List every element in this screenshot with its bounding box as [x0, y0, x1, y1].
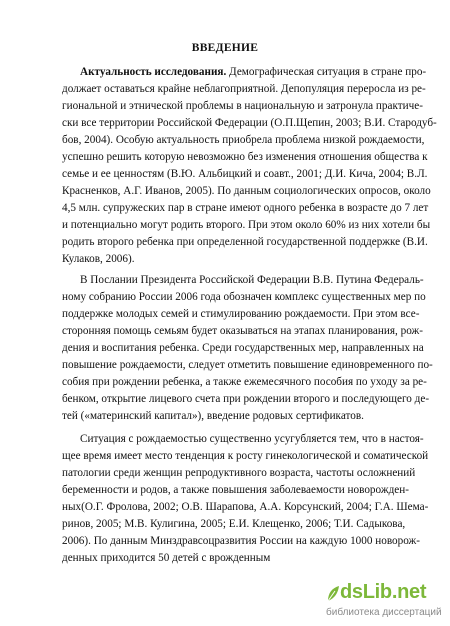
text-line: ному собранию России 2006 года обозначен комплекс существенных мер по: [62, 291, 426, 303]
watermark-subtitle: библиотека диссертаций: [326, 607, 442, 618]
watermark-logo: dsLib.net: [340, 581, 427, 603]
page-title: ВВЕДЕНИЕ: [191, 42, 259, 54]
text-line: беременности и родов, а также повышения заболеваемости новорожден-: [62, 484, 409, 496]
text-line: семье и ее ценностям (В.Ю. Альбицкий и соавт., 2001; Д.И. Кича, 2004; В.Л.: [62, 168, 428, 180]
text-line: и потенциально могут родить второго. При этом около 60% из них хотели бы: [62, 219, 431, 231]
text-line: 4,5 млн. супружеских пар в стране имеют одного ребенка в возрасте до 7 лет: [62, 202, 429, 214]
text-line: Актуальность исследования. Демографическая ситуация в стране про-: [80, 66, 427, 78]
text-line: 2006). По данным Минздравсоцразвития России на каждую 1000 новорож-: [62, 535, 420, 547]
text-line: собия при рождении ребенка, а также ежемесячного пособия по уходу за ре-: [62, 376, 427, 388]
text-line: денных приходится 50 детей с врожденным: [62, 552, 271, 564]
text-line: Кулаков, 2006).: [62, 253, 135, 265]
text-line: Ситуация с рождаемостью существенно усугубляется тем, что в настоя-: [80, 433, 424, 445]
text-line: бенком, открытие лицевого счета при рождении второго и последующего де-: [62, 393, 430, 405]
text-line: ринов, 2005; М.В. Кулигина, 2005; Е.И. Клещенко, 2006; Т.И. Садыкова,: [62, 518, 406, 530]
text-line: тей («материнский капитал»), введение родовых сертификатов.: [62, 410, 364, 422]
text-line: гиональной и этнической проблемы в национальную и затронула практиче-: [62, 100, 423, 112]
text-line: патологии среди женщин репродуктивного возраста, частоты осложнений: [62, 467, 416, 479]
text-line: дения и воспитания ребенка. Среди государственных мер, направленных на: [62, 342, 424, 354]
text-line: родить второго ребенка при определенной государственной поддержке (В.И.: [62, 236, 428, 248]
text-line: Красненков, А.Г. Иванов, 2005). По данным социологических опросов, около: [62, 185, 431, 197]
text-line: ных(О.Г. Фролова, 2002; О.В. Шарапова, А.А. Корсунский, 2004; Г.А. Шема-: [62, 501, 429, 513]
leaf-icon: [326, 585, 340, 603]
text-line: щее время имеет место тенденция к росту гинекологической и соматической: [62, 450, 429, 462]
text-line: ски все территории Российской Федерации (О.П.Щепин, 2003; В.И. Стародуб-: [62, 117, 437, 129]
text-line: должает оставаться крайне неблагоприятной. Депопуляция переросла из ре-: [62, 83, 426, 95]
text-line: бов, 2004). Особую актуальность приобрела проблема низкой рождаемости,: [62, 134, 425, 146]
text-line: повышение рождаемости, следует отметить повышение единовременного по-: [62, 359, 433, 371]
text-line: В Послании Президента Российской Федерации В.В. Путина Федераль-: [80, 274, 424, 286]
text-line: сторонняя помощь семьям будет оказываться на этапах планирования, рож-: [62, 325, 423, 337]
text-line: успешно решить которую невозможно без изменения отношения общества к: [62, 151, 428, 163]
text-line: поддержке молодых семей и стимулированию рождаемости. При этом все-: [62, 308, 420, 320]
watermark: [326, 581, 444, 621]
lead-heading: Актуальность исследования.: [80, 66, 227, 78]
